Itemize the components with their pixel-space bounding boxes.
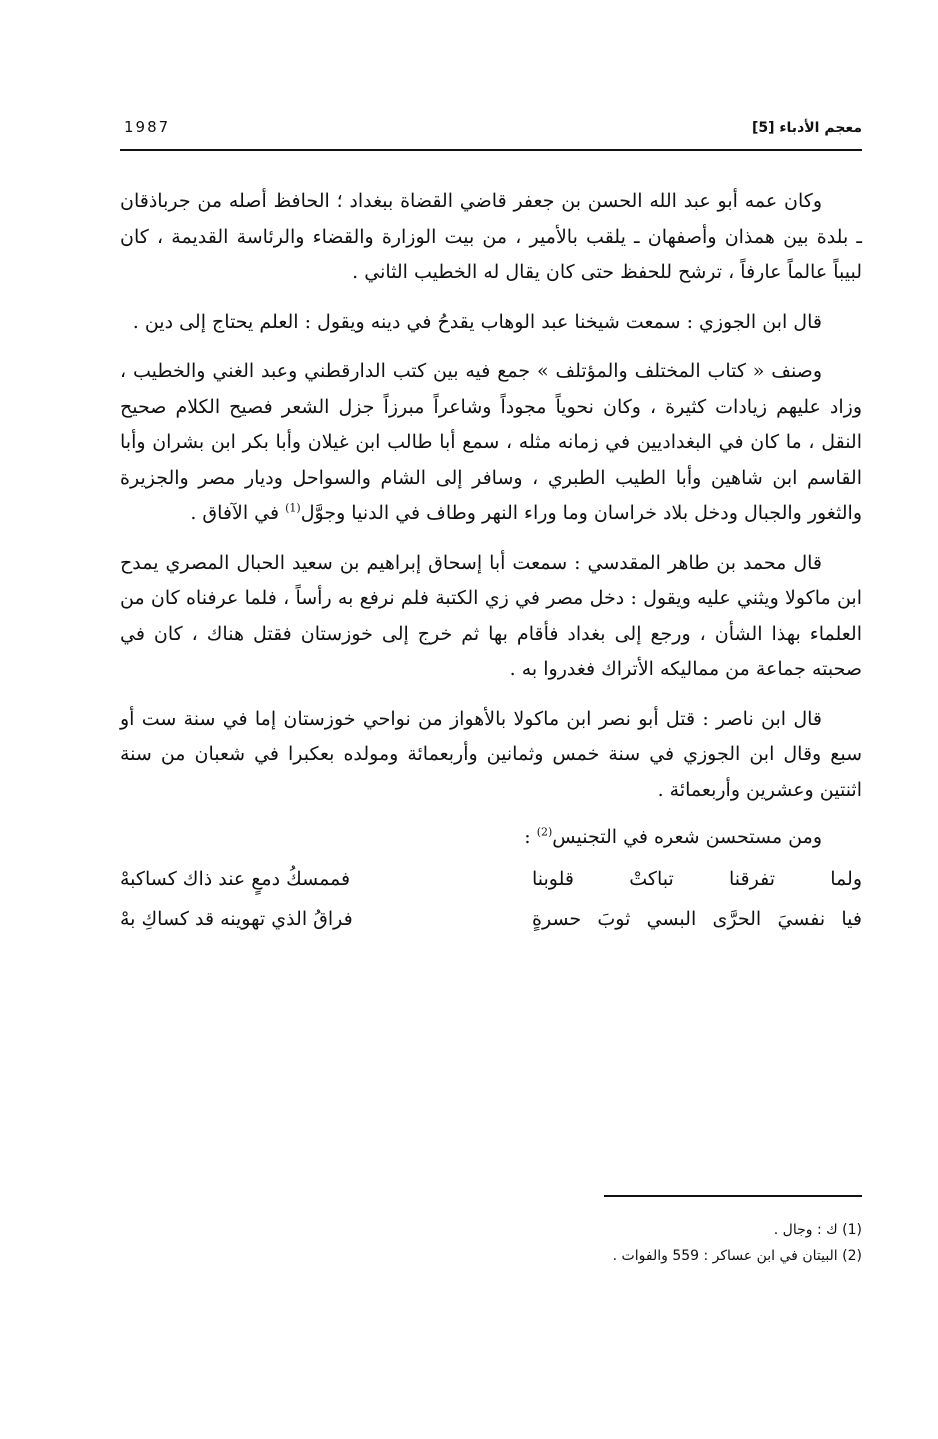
footnote-1: (1) ك : وجال . xyxy=(773,1222,862,1238)
body-text xyxy=(120,184,862,940)
verse-1-second-hemistich: فممسكُ دمعٍ عند ذاك كساكبهْ xyxy=(120,867,351,890)
header-rule xyxy=(120,149,862,151)
page-header xyxy=(120,112,862,148)
page-number: 1987 xyxy=(124,118,171,136)
verse-1 xyxy=(120,860,862,900)
footnotes xyxy=(300,1217,862,1269)
verse-1-first-hemistich: ولما تفرقنا تباكتْ قلوبنا xyxy=(532,867,862,890)
paragraph-3-text: وصنف « كتاب المختلف والمؤتلف » جمع فيه بين كتب الدارقطني وعبد الغني والخطيب ، وزاد عليهم زيادات كثيرة ، وكان نحوياً مجوداً وشاعراً مبرزاً جزل الشعر فصيح الكلام صحيح النقل ، ما كان في البغداديين في زمانه مثله ، سمع أبا طالب ابن غيلان وأبا بكر ابن بشران وأبا القاسم ابن شاهين وأبا الطيب الطبري ، وسافر إلى الشام والسواحل وديار مصر والجزيرة والثغور والجبال ودخل بلاد خراسان وما وراء النهر وطاف في الدنيا وجوَّل xyxy=(120,360,862,524)
poem xyxy=(120,820,862,940)
paragraph-1: وكان عمه أبو عبد الله الحسن بن جعفر قاضي القضاة ببغداد ؛ الحافظ أصله من جرباذقان ـ بلدة بين همذان وأصفهان ـ يلقب بالأمير ، من بيت الوزارة والقضاء والرئاسة القديمة ، كان لبيباً عالماً عارفاً ، ترشح للحفظ حتى كان يقال له الخطيب الثاني . xyxy=(120,190,862,283)
footnote-rule xyxy=(604,1195,862,1197)
verse-2-first-hemistich: فيا نفسيَ الحرَّى البسي ثوبَ حسرةٍ xyxy=(532,907,862,930)
footnote-ref-2: (2) xyxy=(536,825,553,839)
paragraph-5: قال ابن ناصر : قتل أبو نصر ابن ماكولا بالأهواز من نواحي خوزستان إما في سنة ست أو سبع وقال ابن الجوزي في سنة خمس وثمانين وأربعمائة ومولده بعكبرا في شعبان من سنة اثنتين وعشرين وأربعمائة . xyxy=(120,707,862,801)
paragraph-3-tail: في الآفاق . xyxy=(190,502,286,524)
paragraph-2: قال ابن الجوزي : سمعت شيخنا عبد الوهاب يقدحُ في دينه ويقول : العلم يحتاج إلى دين . xyxy=(132,310,822,333)
running-title: معجم الأدباء [5] xyxy=(751,120,862,136)
poem-intro-text: ومن مستحسن شعره في التجنيس xyxy=(552,826,822,848)
verse-2-second-hemistich: فراقُ الذي تهوينه قد كساكِ بهْ xyxy=(120,907,353,930)
verse-2 xyxy=(120,900,862,940)
poem-intro xyxy=(120,820,862,856)
footnote-ref-1: (1) xyxy=(285,501,301,515)
paragraph-4: قال محمد بن طاهر المقدسي : سمعت أبا إسحاق إبراهيم بن سعيد الحبال المصري يمدح ابن ماكولا ويثني عليه ويقول : دخل مصر في زي الكتبة فلم نرفع به رأساً ، فلما عرفناه كان من العلماء بهذا الشأن ، ورجع إلى بغداد فأقام بها ثم خرج إلى خوزستان فقتل هناك ، كان في صحبته جماعة من مماليكه الأتراك فغدروا به . xyxy=(120,551,862,680)
paragraph-3 xyxy=(120,354,862,532)
footnote-2: (2) البيتان في ابن عساكر : 559 والفوات . xyxy=(612,1248,862,1264)
poem-intro-tail: : xyxy=(524,826,537,848)
